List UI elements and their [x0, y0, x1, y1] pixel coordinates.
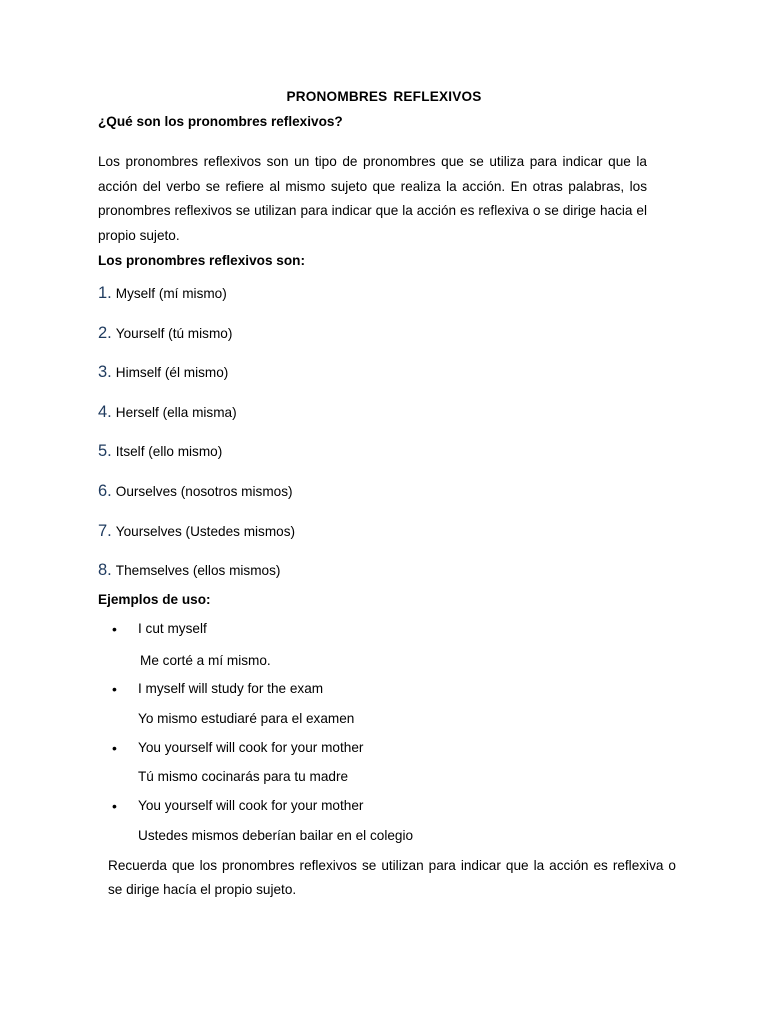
list-number: 8. — [98, 561, 112, 580]
list-item — [98, 442, 295, 482]
list-item-text: Ourselves (nosotros mismos) — [115, 483, 293, 499]
list-number: 4. — [98, 402, 112, 421]
examples-heading: Ejemplos de uso: — [98, 592, 211, 607]
section-question-heading: ¿Qué son los pronombres reflexivos? — [98, 114, 343, 129]
closing-paragraph: Recuerda que los pronombres reflexivos se utilizan para indicar que la acción es reflexiva o se dirige hacía el propio sujeto. — [108, 858, 676, 897]
list-number: 7. — [98, 521, 112, 540]
list-item-text: Themselves (ellos mismos) — [115, 563, 281, 579]
list-item-text: Yourself (tú mismo) — [115, 325, 233, 341]
example-spanish: Yo mismo estudiaré para el examen — [138, 711, 355, 726]
list-item — [98, 403, 295, 443]
list-item — [98, 284, 295, 324]
bullet-icon: • — [112, 798, 117, 814]
example-spanish: Tú mismo cocinarás para tu madre — [138, 769, 349, 784]
list-item — [98, 522, 295, 562]
list-item-text: Itself (ello mismo) — [115, 444, 223, 460]
list-item-text: Herself (ella misma) — [115, 404, 237, 420]
document-title: PRONOMBRES REFLEXIVOS — [286, 89, 482, 104]
example-english: I cut myself — [138, 621, 207, 636]
example-english: You yourself will cook for your mother — [138, 798, 364, 813]
list-item — [98, 482, 295, 522]
list-item-text: Myself (mí mismo) — [115, 286, 227, 301]
bullet-icon: • — [112, 621, 117, 637]
list-item-text: Himself (él mismo) — [115, 365, 229, 381]
pronouns-list-heading: Los pronombres reflexivos son: — [98, 253, 305, 268]
example-english: You yourself will cook for your mother — [138, 740, 364, 755]
example-spanish: Me corté a mí mismo. — [140, 653, 271, 668]
list-item — [98, 363, 295, 403]
intro-paragraph: Los pronombres reflexivos son un tipo de pronombres que se utiliza para indicar que la acción del verbo se refiere al mismo sujeto que realiza la acción. En otras palabras, los pronombres reflexivos se utilizan para indicar que la acción es reflexiva o se dirige hacia el propio sujeto. — [98, 154, 647, 243]
pronouns-list — [98, 284, 295, 601]
list-item-text: Yourselves (Ustedes mismos) — [115, 523, 296, 539]
list-number: 5. — [98, 442, 112, 461]
list-number: 3. — [98, 363, 112, 382]
example-spanish: Ustedes mismos deberían bailar en el colegio — [138, 828, 414, 843]
list-item — [98, 324, 295, 364]
list-number: 6. — [98, 481, 112, 500]
bullet-icon: • — [112, 681, 117, 697]
bullet-icon: • — [112, 740, 117, 756]
example-english: I myself will study for the exam — [138, 681, 324, 696]
list-number: 2. — [98, 323, 112, 342]
list-number: 1. — [98, 284, 112, 302]
